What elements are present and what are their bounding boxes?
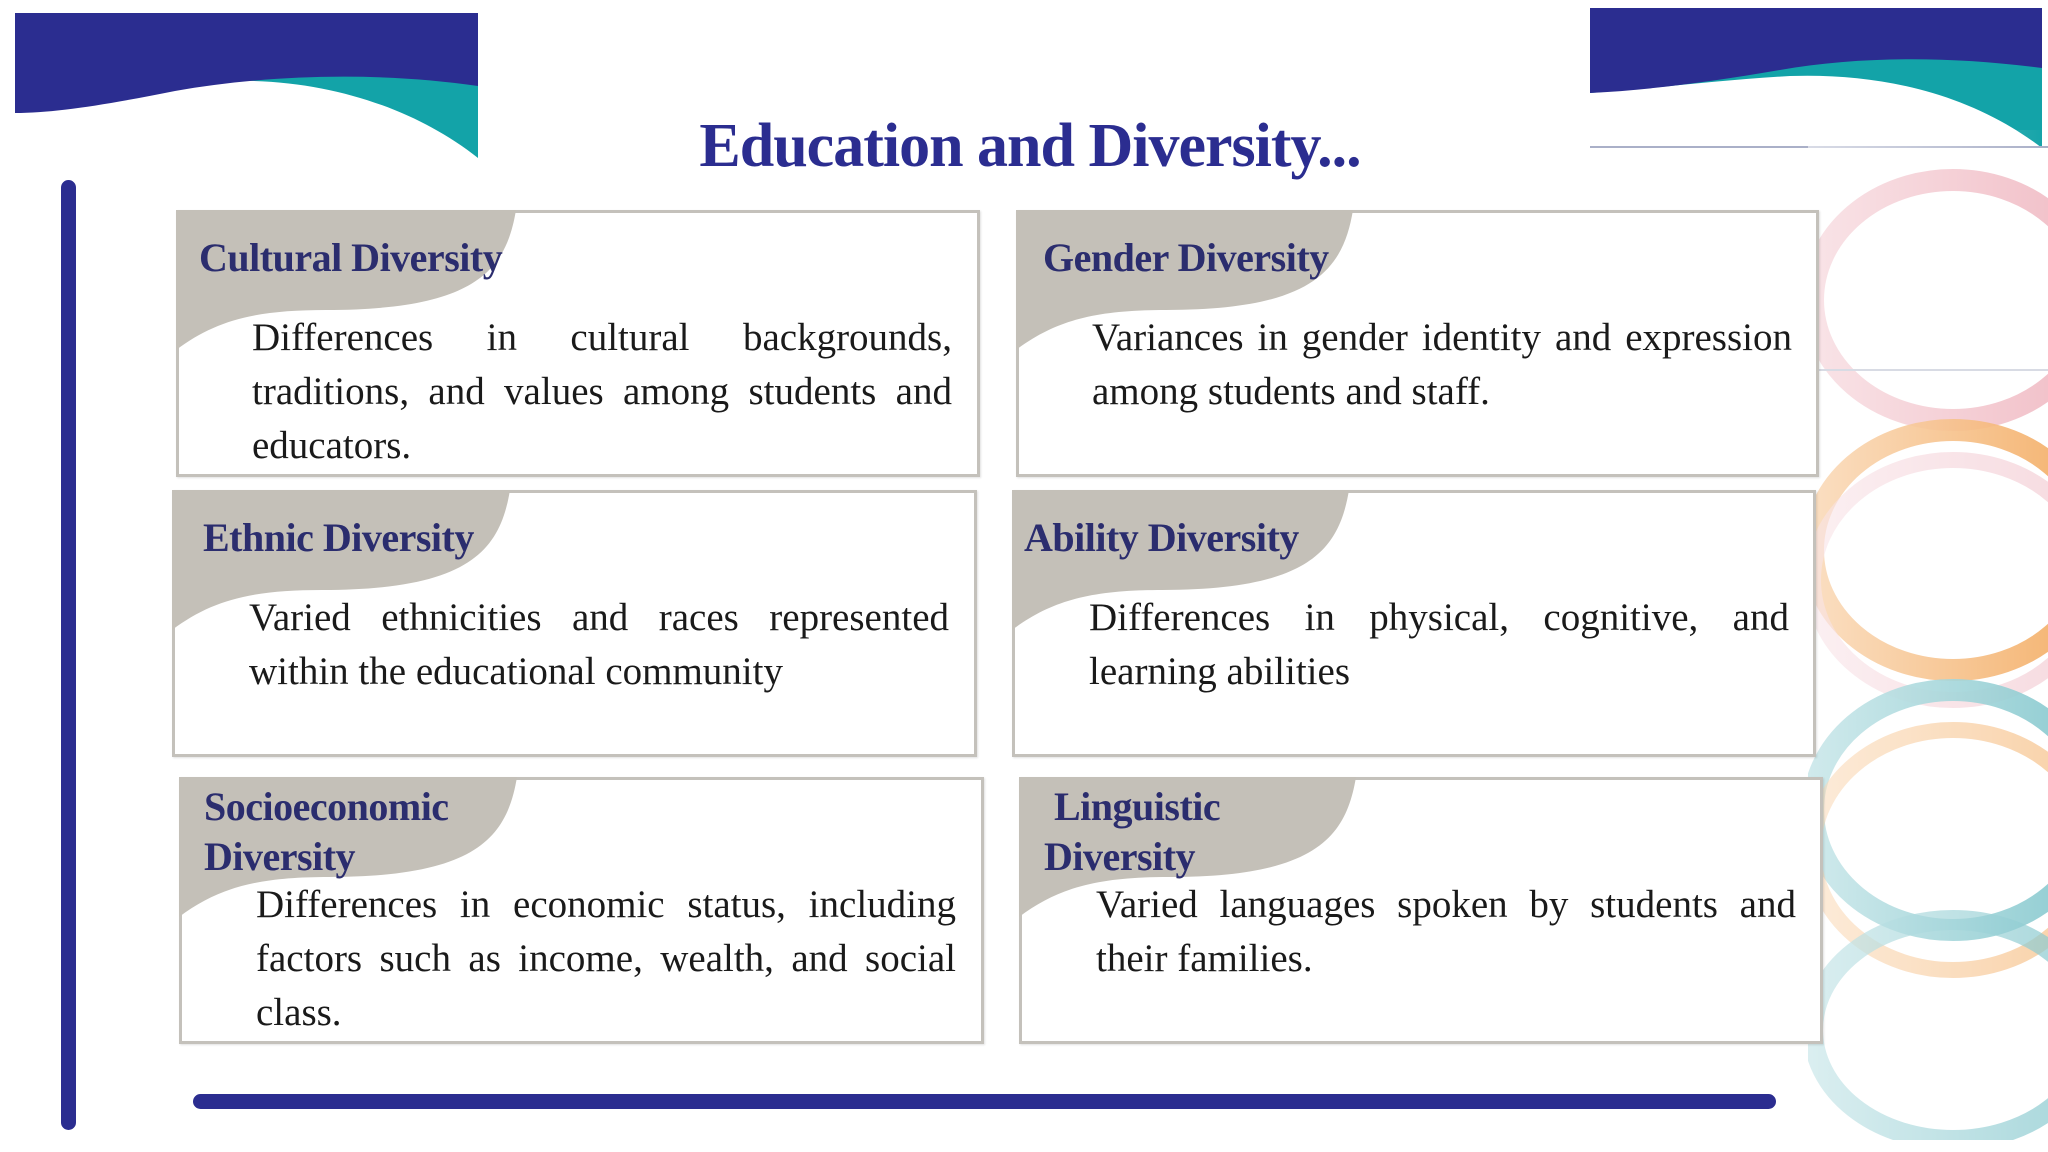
- card-heading: Socioeconomic Diversity: [204, 784, 449, 879]
- top-right-wave-decoration: [1590, 8, 2042, 148]
- card-linguistic-diversity: [1019, 777, 1823, 1044]
- card-gender-diversity: [1016, 210, 1819, 477]
- card-ability-diversity: [1012, 490, 1816, 757]
- card-cultural-diversity: [176, 210, 980, 477]
- card-heading: Ability Diversity: [1024, 515, 1299, 560]
- card-heading: Cultural Diversity: [199, 235, 503, 280]
- left-accent-bar: [61, 180, 76, 1130]
- top-left-wave-decoration: [15, 13, 478, 158]
- card-ethnic-diversity: [172, 490, 977, 757]
- card-heading: Linguistic Diversity: [1044, 784, 1221, 879]
- card-body: Differences in physical, cognitive, and learning abilities: [1089, 596, 1789, 693]
- card-body: Varied ethnicities and races represented within the educational community: [249, 596, 949, 693]
- bottom-accent-bar: [193, 1094, 1776, 1109]
- card-heading: Gender Diversity: [1043, 235, 1329, 280]
- card-body: Differences in cultural backgrounds, traditions, and values among students and educators.: [252, 316, 952, 467]
- right-ring-decoration: [1808, 130, 2048, 1140]
- slide-title: Education and Diversity...: [699, 112, 1361, 180]
- card-body: Differences in economic status, including factors such as income, wealth, and social class.: [256, 883, 956, 1034]
- card-socioeconomic-diversity: [179, 777, 984, 1044]
- card-heading: Ethnic Diversity: [203, 515, 474, 560]
- card-body: Variances in gender identity and expression among students and staff.: [1092, 316, 1792, 413]
- card-body: Varied languages spoken by students and their families.: [1096, 883, 1796, 980]
